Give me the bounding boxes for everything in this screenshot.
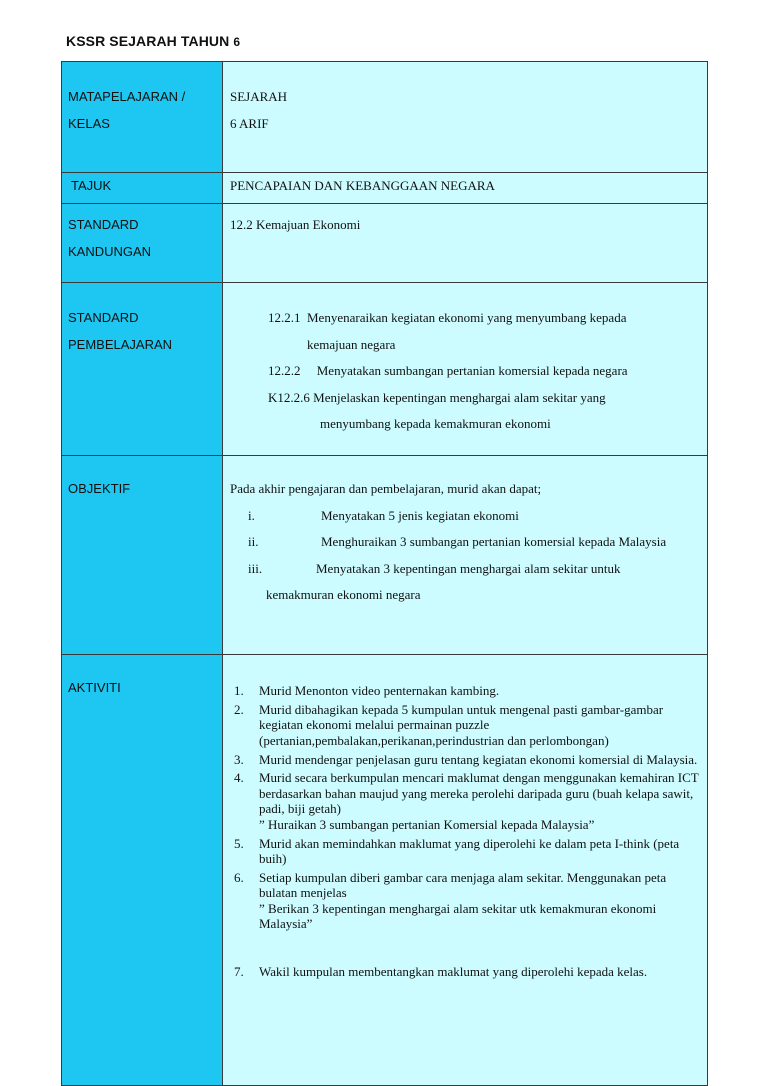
standard-text: Menyatakan sumbangan pertanian komersial kepada negara — [316, 363, 628, 378]
activity-body — [259, 770, 701, 832]
standard-text: Menjelaskan kepentingan menghargai alam sekitar yang — [313, 389, 606, 405]
row-objektif — [62, 456, 708, 655]
objective-item — [230, 529, 707, 556]
standard-text: Menyenaraikan kegiatan ekonomi yang menyumbang kepada — [307, 310, 627, 325]
label-line: STANDARD — [68, 310, 139, 325]
activity-item — [234, 752, 701, 768]
label-line: STANDARD — [68, 217, 139, 232]
objective-item — [230, 556, 707, 583]
objective-text-cont: kemakmuran ekonomi negara — [266, 587, 421, 602]
topic-value: PENCAPAIAN DAN KEBANGGAAN NEGARA — [230, 178, 495, 193]
activity-text: Wakil kumpulan membentangkan maklumat yang diperolehi kepada kelas. — [259, 963, 648, 979]
objective-intro: Pada akhir pengajaran dan pembelajaran, murid akan dapat; — [230, 481, 542, 496]
subject-value: SEJARAH — [230, 89, 288, 104]
value-standard-kandungan — [223, 204, 708, 283]
row-tajuk — [62, 173, 708, 204]
label-aktiviti — [62, 655, 223, 1086]
learning-standard-item — [230, 358, 707, 385]
class-value: 6 ARIF — [230, 115, 269, 131]
activity-text: Murid Menonton video penternakan kambing. — [259, 683, 500, 698]
label-line: PEMBELAJARAN — [68, 336, 173, 352]
activity-num: 2. — [234, 701, 244, 717]
activity-item — [234, 836, 701, 867]
title-year: 6 — [233, 35, 241, 49]
standard-code: 12.2.2 — [268, 363, 301, 378]
activity-item — [234, 683, 701, 699]
activity-num: 5. — [234, 835, 244, 851]
label-text: OBJEKTIF — [68, 481, 131, 496]
activity-num: 3. — [234, 751, 244, 767]
value-tajuk — [223, 173, 708, 204]
activity-quote: ” Huraikan 3 sumbangan pertanian Komersial kepada Malaysia” — [259, 816, 595, 832]
activity-num: 4. — [234, 770, 244, 786]
objective-text: Menyatakan 5 jenis kegiatan ekonomi — [321, 507, 519, 523]
objective-num: i. — [248, 507, 255, 523]
activity-item — [234, 964, 701, 980]
activity-num: 6. — [234, 869, 244, 885]
label-tajuk — [62, 173, 223, 204]
value-objektif — [223, 456, 708, 655]
activity-num: 1. — [234, 683, 244, 698]
label-matapelajaran — [62, 62, 223, 173]
activity-quote: ” Berikan 3 kepentingan menghargai alam sekitar utk kemakmuran ekonomi Malaysia” — [259, 900, 657, 932]
objective-text: Menghuraikan 3 sumbangan pertanian komersial kepada Malaysia — [321, 534, 667, 549]
activity-item — [234, 702, 701, 749]
content-standard-value: 12.2 Kemajuan Ekonomi — [230, 217, 361, 232]
activity-text: Setiap kumpulan diberi gambar cara menjaga alam sekitar. Menggunakan peta bulatan menjelas — [259, 869, 667, 901]
activity-item — [234, 770, 701, 832]
row-aktiviti — [62, 655, 708, 1086]
objective-num: iii. — [248, 560, 263, 576]
activity-num: 7. — [234, 963, 244, 979]
label-standard-pembelajaran — [62, 283, 223, 456]
activity-text: Murid dibahagikan kepada 5 kumpulan untuk mengenal pasti gambar-gambar kegiatan ekonomi melalui permainan puzzle (pertanian,pembalakan,perikanan,perindustrian dan perlombongan) — [259, 701, 664, 748]
objective-num: ii. — [248, 534, 259, 549]
label-text: TAJUK — [71, 178, 112, 193]
objective-item — [230, 503, 707, 530]
activity-text: Murid akan memindahkan maklumat yang diperolehi ke dalam peta I-think (peta buih) — [259, 835, 680, 867]
standard-code: K12.2.6 — [268, 389, 310, 405]
learning-standard-item — [230, 305, 707, 332]
title-text: KSSR SEJARAH TAHUN — [66, 33, 230, 49]
row-matapelajaran — [62, 62, 708, 173]
learning-standard-item — [230, 385, 707, 412]
standard-code: 12.2.1 — [268, 310, 301, 325]
value-aktiviti — [223, 655, 708, 1086]
value-matapelajaran — [223, 62, 708, 173]
value-standard-pembelajaran — [223, 283, 708, 456]
row-standard-kandungan — [62, 204, 708, 283]
activity-item — [234, 870, 701, 932]
lesson-plan-table — [61, 61, 708, 1086]
label-line: KANDUNGAN — [68, 243, 152, 259]
document-title — [66, 33, 240, 49]
label-text: AKTIVITI — [68, 680, 121, 695]
label-standard-kandungan — [62, 204, 223, 283]
activity-text: Murid secara berkumpulan mencari maklumat dengan menggunakan kemahiran ICT berdasarkan bahan maujud yang mereka perolehi daripada guru (buah kelapa sawit, padi, biji getah) — [259, 770, 699, 817]
objective-text: Menyatakan 3 kepentingan menghargai alam sekitar untuk — [316, 560, 621, 576]
standard-text-cont: menyumbang kepada kemakmuran ekonomi — [320, 416, 551, 431]
activity-body — [259, 870, 701, 932]
label-line: MATAPELAJARAN / — [68, 89, 186, 104]
label-line: KELAS — [68, 115, 110, 131]
label-objektif — [62, 456, 223, 655]
standard-text-cont: kemajuan negara — [307, 336, 396, 352]
row-standard-pembelajaran — [62, 283, 708, 456]
activity-text: Murid mendengar penjelasan guru tentang kegiatan ekonomi komersial di Malaysia. — [259, 751, 698, 767]
activity-list — [234, 683, 707, 979]
